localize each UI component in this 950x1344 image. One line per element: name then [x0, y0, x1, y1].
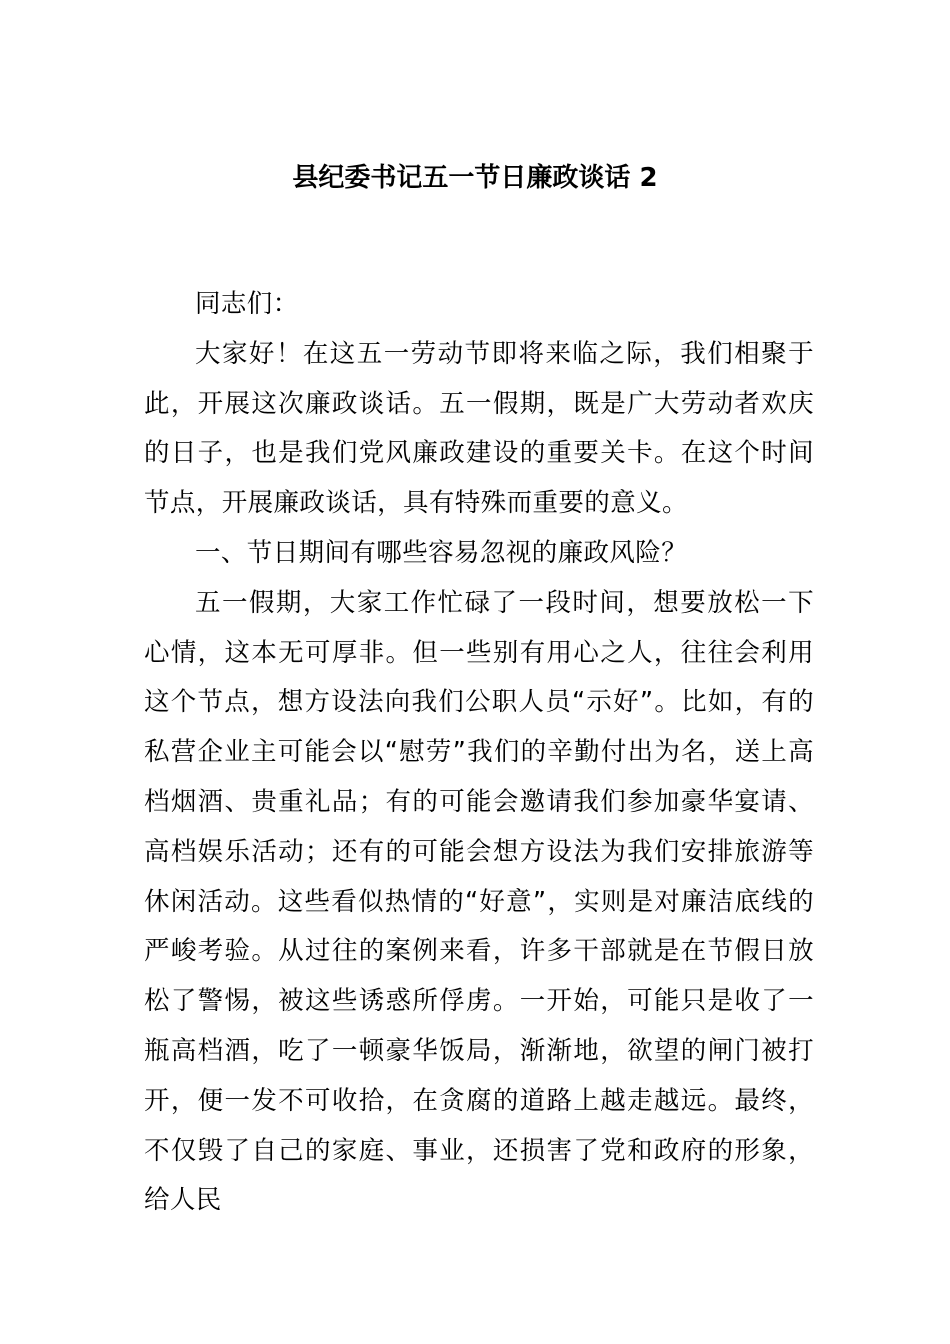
- body-paragraph: 五一假期，大家工作忙碌了一段时间，想要放松一下心情，这本无可厚非。但一些别有用心之人，往往会利用这个节点，想方设法向我们公职人员“示好”。比如，有的私营企业主可能会以“慰劳”我们的辛勤付出为名，送上高档烟酒、贵重礼品；有的可能会邀请我们参加豪华宴请、高档娱乐活动；还有的可能会想方设法为我们安排旅游等休闲活动。这些看似热情的“好意”，实则是对廉洁底线的严峻考验。从过往的案例来看，许多干部就是在节假日放松了警惕，被这些诱惑所俘虏。一开始，可能只是收了一瓶高档酒，吃了一顿豪华饭局，渐渐地，欲望的闸门被打开，便一发不可收拾，在贪腐的道路上越走越远。最终，不仅毁了自己的家庭、事业，还损害了党和政府的形象，给人民: [144, 587, 814, 1216]
- document-title: 县纪委书记五一节日廉政谈话 2: [292, 163, 658, 193]
- intro-paragraph: 大家好！在这五一劳动节即将来临之际，我们相聚于此，开展这次廉政谈话。五一假期，既是广大劳动者欢庆的日子，也是我们党风廉政建设的重要关卡。在这个时间节点，开展廉政谈话，具有特殊而重要的意义。: [144, 338, 814, 519]
- salutation-paragraph: 同志们：: [195, 289, 299, 319]
- section-heading: 一、节日期间有哪些容易忽视的廉政风险？: [195, 537, 688, 568]
- document-body: [144, 280, 814, 1226]
